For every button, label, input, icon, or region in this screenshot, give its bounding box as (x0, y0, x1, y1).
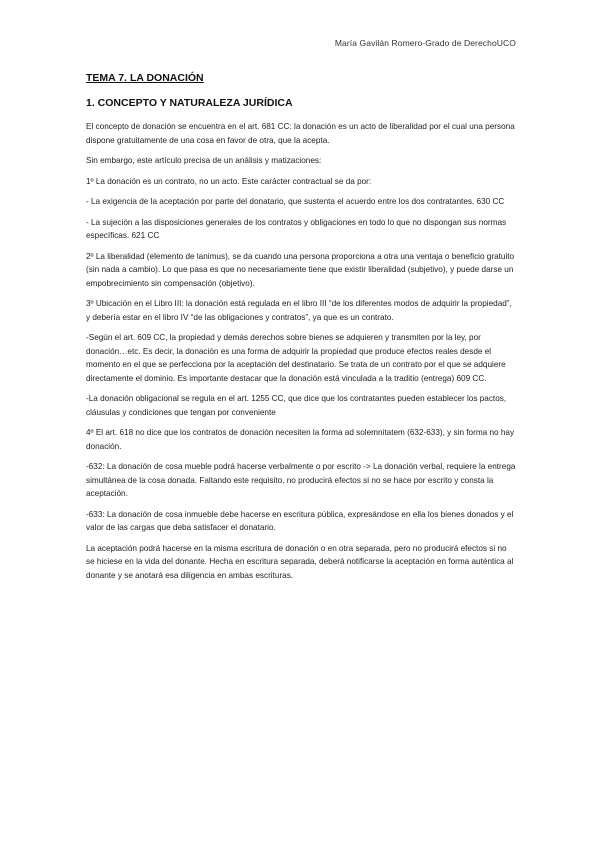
document-body (86, 72, 516, 589)
paragraph: - La exigencia de la aceptación por parte del donatario, que sustenta el acuerdo entre los dos contratantes. 630 CC (86, 197, 505, 206)
paragraph: 3º Ubicación en el Libro III: la donación está regulada en el libro III “de los diferentes modos de adquirir la propiedad”, y debería estar en el libro IV “de las obligaciones y contratos”, ya que es un contrato. (86, 299, 512, 322)
paragraph: 1º La donación es un contrato, no un acto. Este carácter contractual se da por: (86, 176, 372, 186)
section-title: 1. CONCEPTO Y NATURALEZA JURÍDICA (86, 97, 293, 109)
paragraph: -633: La donación de cosa inmueble debe hacerse en escritura pública, expresándose en ella los bienes donados y el valor de las cargas que deba satisfacer el donatario. (86, 509, 514, 532)
paragraph: -La donación obligacional se regula en el art. 1255 CC, que dice que los contratantes pueden establecer los pactos, cláusulas y condiciones que tengan por conveniente (86, 394, 507, 417)
paragraph: Sin embargo, este artículo precisa de un análisis y matizaciones: (86, 156, 322, 165)
paragraph: - La sujeción a las disposiciones generales de los contratos y obligaciones en todo lo que no dispongan sus normas específicas. 621 CC (86, 217, 507, 240)
paragraph: El concepto de donación se encuentra en el art. 681 CC: la donación es un acto de liberalidad por el cual una persona dispone gratuitamente de una cosa en favor de otra, que la acepta. (86, 122, 515, 145)
paragraph: 2º La liberalidad (elemento de lanimus), se da cuando una persona proporciona a otra una ventaja o beneficio gratuito (sin nada a cambio). Lo que pasa es que no necesariamente tiene que existir liberalidad (subjetivo), y puede darse un empobrecimiento sin compensación (objetivo). (86, 251, 515, 288)
paragraph: -632: La donación de cosa mueble podrá hacerse verbalmente o por escrito -> La donación verbal, requiere la entrega simultánea de la cosa donada. Faltando este requisito, no producirá efectos si no se hace por escrito y consta la aceptación. (86, 462, 516, 498)
paragraph: La aceptación podrá hacerse en la misma escritura de donación o en otra separada, pero no producirá efectos si no se hiciese en la vida del donante. Hecha en escritura separada, deberá notificarse la aceptación en forma auténtica al donante y se anotará esa diligencia en ambas escrituras. (86, 543, 514, 580)
document-title: TEMA 7. LA DONACIÓN (86, 72, 204, 84)
paragraph: -Según el art. 609 CC, la propiedad y demás derechos sobre bienes se adquieren y transmiten por la ley, por donación…etc. Es decir, la donación es una forma de adquirir la propiedad que produce efectos reales desde el momento en el que se perfecciona por la aceptación del destinatario. Se trata de un contrato por el que se adquiere directamente el dominio. Es importante destacar que la donación está vinculada a la traditio (entrega) 609 CC. (86, 333, 506, 383)
paragraph: 4º El art. 618 no dice que los contratos de donación necesiten la forma ad solemnitatem (632-633), y sin forma no hay donación. (86, 428, 515, 451)
page-header-author: María Gavilán Romero-Grado de DerechoUCO (334, 38, 516, 48)
